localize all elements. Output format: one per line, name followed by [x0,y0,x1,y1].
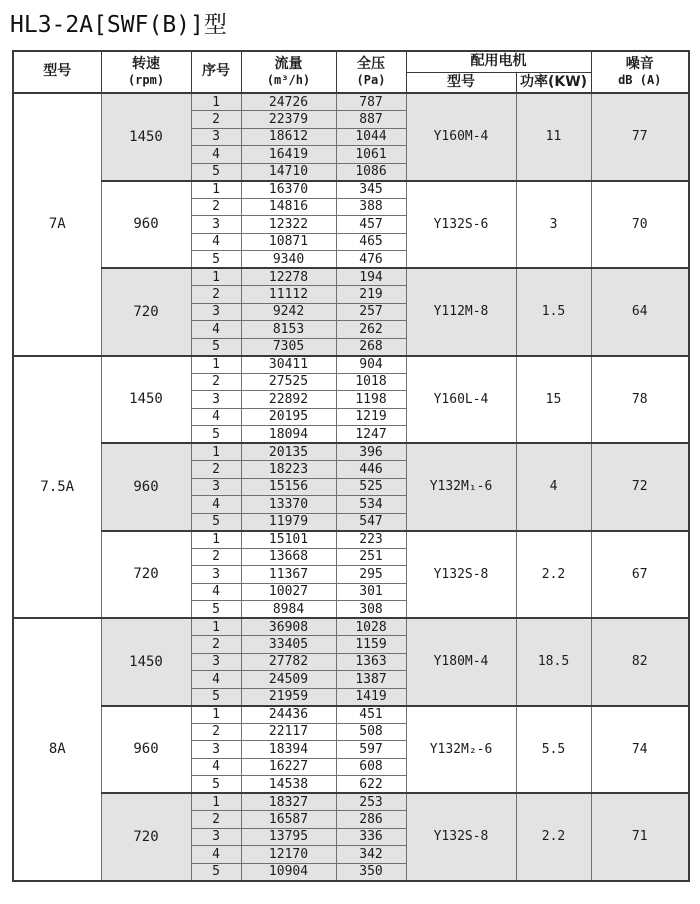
serial-cell: 4 [191,846,241,864]
pressure-cell: 1061 [336,146,406,164]
header-flow-line1: 流量 [274,55,303,72]
noise-cell: 82 [591,618,689,706]
pressure-cell: 597 [336,741,406,759]
table-row [13,706,689,724]
noise-cell: 70 [591,181,689,269]
flow-cell: 18223 [241,461,336,479]
noise-cell: 77 [591,93,689,181]
motor-model-cell: Y160M-4 [406,93,516,181]
header-noise-line2: dB (A) [618,73,662,88]
rpm-cell: 720 [101,531,191,619]
flow-cell: 18394 [241,741,336,759]
table-row [13,181,689,199]
serial-cell: 4 [191,233,241,251]
pressure-cell: 446 [336,461,406,479]
serial-cell: 5 [191,688,241,706]
rpm-cell: 960 [101,181,191,269]
pressure-cell: 251 [336,548,406,566]
power-cell: 15 [516,356,591,444]
power-cell: 5.5 [516,706,591,794]
pressure-cell: 268 [336,338,406,356]
serial-cell: 1 [191,356,241,374]
pressure-cell: 342 [336,846,406,864]
serial-cell: 4 [191,671,241,689]
serial-cell: 5 [191,513,241,531]
flow-cell: 8984 [241,601,336,619]
pressure-cell: 1028 [336,618,406,636]
model-cell: 7.5A [13,356,101,619]
serial-cell: 4 [191,758,241,776]
pressure-cell: 457 [336,216,406,234]
flow-cell: 18612 [241,128,336,146]
noise-cell: 72 [591,443,689,531]
pressure-cell: 295 [336,566,406,584]
serial-cell: 3 [191,216,241,234]
pressure-cell: 345 [336,181,406,199]
flow-cell: 16587 [241,811,336,829]
serial-cell: 5 [191,338,241,356]
power-cell: 4 [516,443,591,531]
header-motor-model: 型号 [406,72,516,93]
rpm-cell: 960 [101,706,191,794]
serial-cell: 3 [191,741,241,759]
motor-model-cell: Y132S-8 [406,531,516,619]
flow-cell: 12278 [241,268,336,286]
pressure-cell: 1247 [336,426,406,444]
flow-cell: 10904 [241,863,336,881]
serial-cell: 2 [191,811,241,829]
serial-cell: 1 [191,531,241,549]
serial-cell: 1 [191,706,241,724]
header-flow [241,51,336,93]
power-cell: 1.5 [516,268,591,356]
pressure-cell: 1387 [336,671,406,689]
header-noise-line1: 噪音 [625,55,654,72]
flow-cell: 30411 [241,356,336,374]
pressure-cell: 1198 [336,391,406,409]
pressure-cell: 1018 [336,373,406,391]
table-row [13,618,689,636]
pressure-cell: 1363 [336,653,406,671]
serial-cell: 1 [191,443,241,461]
serial-cell: 5 [191,776,241,794]
serial-cell: 5 [191,426,241,444]
serial-cell: 1 [191,268,241,286]
pressure-cell: 194 [336,268,406,286]
serial-cell: 3 [191,566,241,584]
serial-cell: 4 [191,321,241,339]
flow-cell: 14816 [241,198,336,216]
table-row [13,93,689,111]
pressure-cell: 253 [336,793,406,811]
model-cell: 8A [13,618,101,881]
pressure-cell: 336 [336,828,406,846]
table-row [13,531,689,549]
pressure-cell: 219 [336,286,406,304]
flow-cell: 16419 [241,146,336,164]
flow-cell: 13370 [241,496,336,514]
flow-cell: 7305 [241,338,336,356]
flow-cell: 36908 [241,618,336,636]
serial-cell: 3 [191,828,241,846]
pressure-cell: 534 [336,496,406,514]
noise-cell: 71 [591,793,689,881]
flow-cell: 11112 [241,286,336,304]
table-row [13,793,689,811]
pressure-cell: 622 [336,776,406,794]
rpm-cell: 1450 [101,618,191,706]
header-speed-line1: 转速 [132,55,160,72]
rpm-cell: 720 [101,268,191,356]
pressure-cell: 350 [336,863,406,881]
serial-cell: 2 [191,636,241,654]
pressure-cell: 1419 [336,688,406,706]
pressure-cell: 608 [336,758,406,776]
flow-cell: 27782 [241,653,336,671]
flow-cell: 22117 [241,723,336,741]
power-cell: 2.2 [516,531,591,619]
table-row [13,268,689,286]
pressure-cell: 1159 [336,636,406,654]
pressure-cell: 1086 [336,163,406,181]
table-body [13,93,689,881]
rpm-cell: 1450 [101,93,191,181]
pressure-cell: 451 [336,706,406,724]
flow-cell: 27525 [241,373,336,391]
flow-cell: 24726 [241,93,336,111]
flow-cell: 12170 [241,846,336,864]
pressure-cell: 388 [336,198,406,216]
header-motor-group: 配用电机 [406,51,591,72]
serial-cell: 2 [191,723,241,741]
pressure-cell: 525 [336,478,406,496]
serial-cell: 3 [191,653,241,671]
serial-cell: 1 [191,793,241,811]
serial-cell: 2 [191,286,241,304]
flow-cell: 21959 [241,688,336,706]
flow-cell: 33405 [241,636,336,654]
serial-cell: 3 [191,478,241,496]
motor-model-cell: Y132S-8 [406,793,516,881]
motor-model-cell: Y132S-6 [406,181,516,269]
header-pressure [336,51,406,93]
flow-cell: 22892 [241,391,336,409]
noise-cell: 74 [591,706,689,794]
serial-cell: 2 [191,198,241,216]
power-cell: 3 [516,181,591,269]
serial-cell: 4 [191,146,241,164]
pressure-cell: 286 [336,811,406,829]
motor-model-cell: Y132M₂-6 [406,706,516,794]
flow-cell: 20135 [241,443,336,461]
pressure-cell: 1219 [336,408,406,426]
noise-cell: 67 [591,531,689,619]
motor-model-cell: Y180M-4 [406,618,516,706]
serial-cell: 4 [191,408,241,426]
header-speed [101,51,191,93]
power-cell: 11 [516,93,591,181]
flow-cell: 14710 [241,163,336,181]
pressure-cell: 301 [336,583,406,601]
pressure-cell: 547 [336,513,406,531]
flow-cell: 12322 [241,216,336,234]
header-serial: 序号 [191,51,241,93]
flow-cell: 15156 [241,478,336,496]
table-row [13,356,689,374]
pressure-cell: 476 [336,251,406,269]
serial-cell: 2 [191,373,241,391]
serial-cell: 2 [191,461,241,479]
noise-cell: 78 [591,356,689,444]
motor-model-cell: Y160L-4 [406,356,516,444]
flow-cell: 24436 [241,706,336,724]
pressure-cell: 257 [336,303,406,321]
page-title: HL3-2A[SWF(B)]型 [10,12,227,38]
serial-cell: 1 [191,618,241,636]
serial-cell: 5 [191,863,241,881]
header-pressure-line2: (Pa) [356,73,386,88]
header-noise [591,51,689,93]
table-row [13,443,689,461]
flow-cell: 18094 [241,426,336,444]
pressure-cell: 308 [336,601,406,619]
serial-cell: 3 [191,391,241,409]
flow-cell: 13795 [241,828,336,846]
motor-model-cell: Y132M₁-6 [406,443,516,531]
power-cell: 2.2 [516,793,591,881]
flow-cell: 10871 [241,233,336,251]
flow-cell: 13668 [241,548,336,566]
fan-spec-table [12,50,690,882]
serial-cell: 1 [191,93,241,111]
flow-cell: 15101 [241,531,336,549]
flow-cell: 14538 [241,776,336,794]
rpm-cell: 960 [101,443,191,531]
serial-cell: 3 [191,128,241,146]
flow-cell: 22379 [241,111,336,129]
serial-cell: 1 [191,181,241,199]
flow-cell: 18327 [241,793,336,811]
pressure-cell: 904 [336,356,406,374]
header-row-1 [13,51,689,72]
header-model: 型号 [13,51,101,93]
serial-cell: 5 [191,163,241,181]
pressure-cell: 508 [336,723,406,741]
flow-cell: 9340 [241,251,336,269]
rpm-cell: 720 [101,793,191,881]
serial-cell: 5 [191,601,241,619]
noise-cell: 64 [591,268,689,356]
flow-cell: 16227 [241,758,336,776]
header-pressure-line1: 全压 [357,55,385,72]
serial-cell: 5 [191,251,241,269]
serial-cell: 2 [191,111,241,129]
flow-cell: 8153 [241,321,336,339]
flow-cell: 10027 [241,583,336,601]
pressure-cell: 465 [336,233,406,251]
pressure-cell: 396 [336,443,406,461]
power-cell: 18.5 [516,618,591,706]
header-speed-line2: (rpm) [127,73,165,88]
rpm-cell: 1450 [101,356,191,444]
model-cell: 7A [13,93,101,356]
flow-cell: 9242 [241,303,336,321]
flow-cell: 11367 [241,566,336,584]
motor-model-cell: Y112M-8 [406,268,516,356]
pressure-cell: 223 [336,531,406,549]
pressure-cell: 787 [336,93,406,111]
flow-cell: 16370 [241,181,336,199]
serial-cell: 2 [191,548,241,566]
pressure-cell: 1044 [336,128,406,146]
flow-cell: 11979 [241,513,336,531]
pressure-cell: 262 [336,321,406,339]
serial-cell: 3 [191,303,241,321]
header-motor-power: 功率(KW) [516,72,591,93]
serial-cell: 4 [191,496,241,514]
flow-cell: 24509 [241,671,336,689]
serial-cell: 4 [191,583,241,601]
pressure-cell: 887 [336,111,406,129]
header-flow-line2: (m³/h) [266,73,311,88]
flow-cell: 20195 [241,408,336,426]
